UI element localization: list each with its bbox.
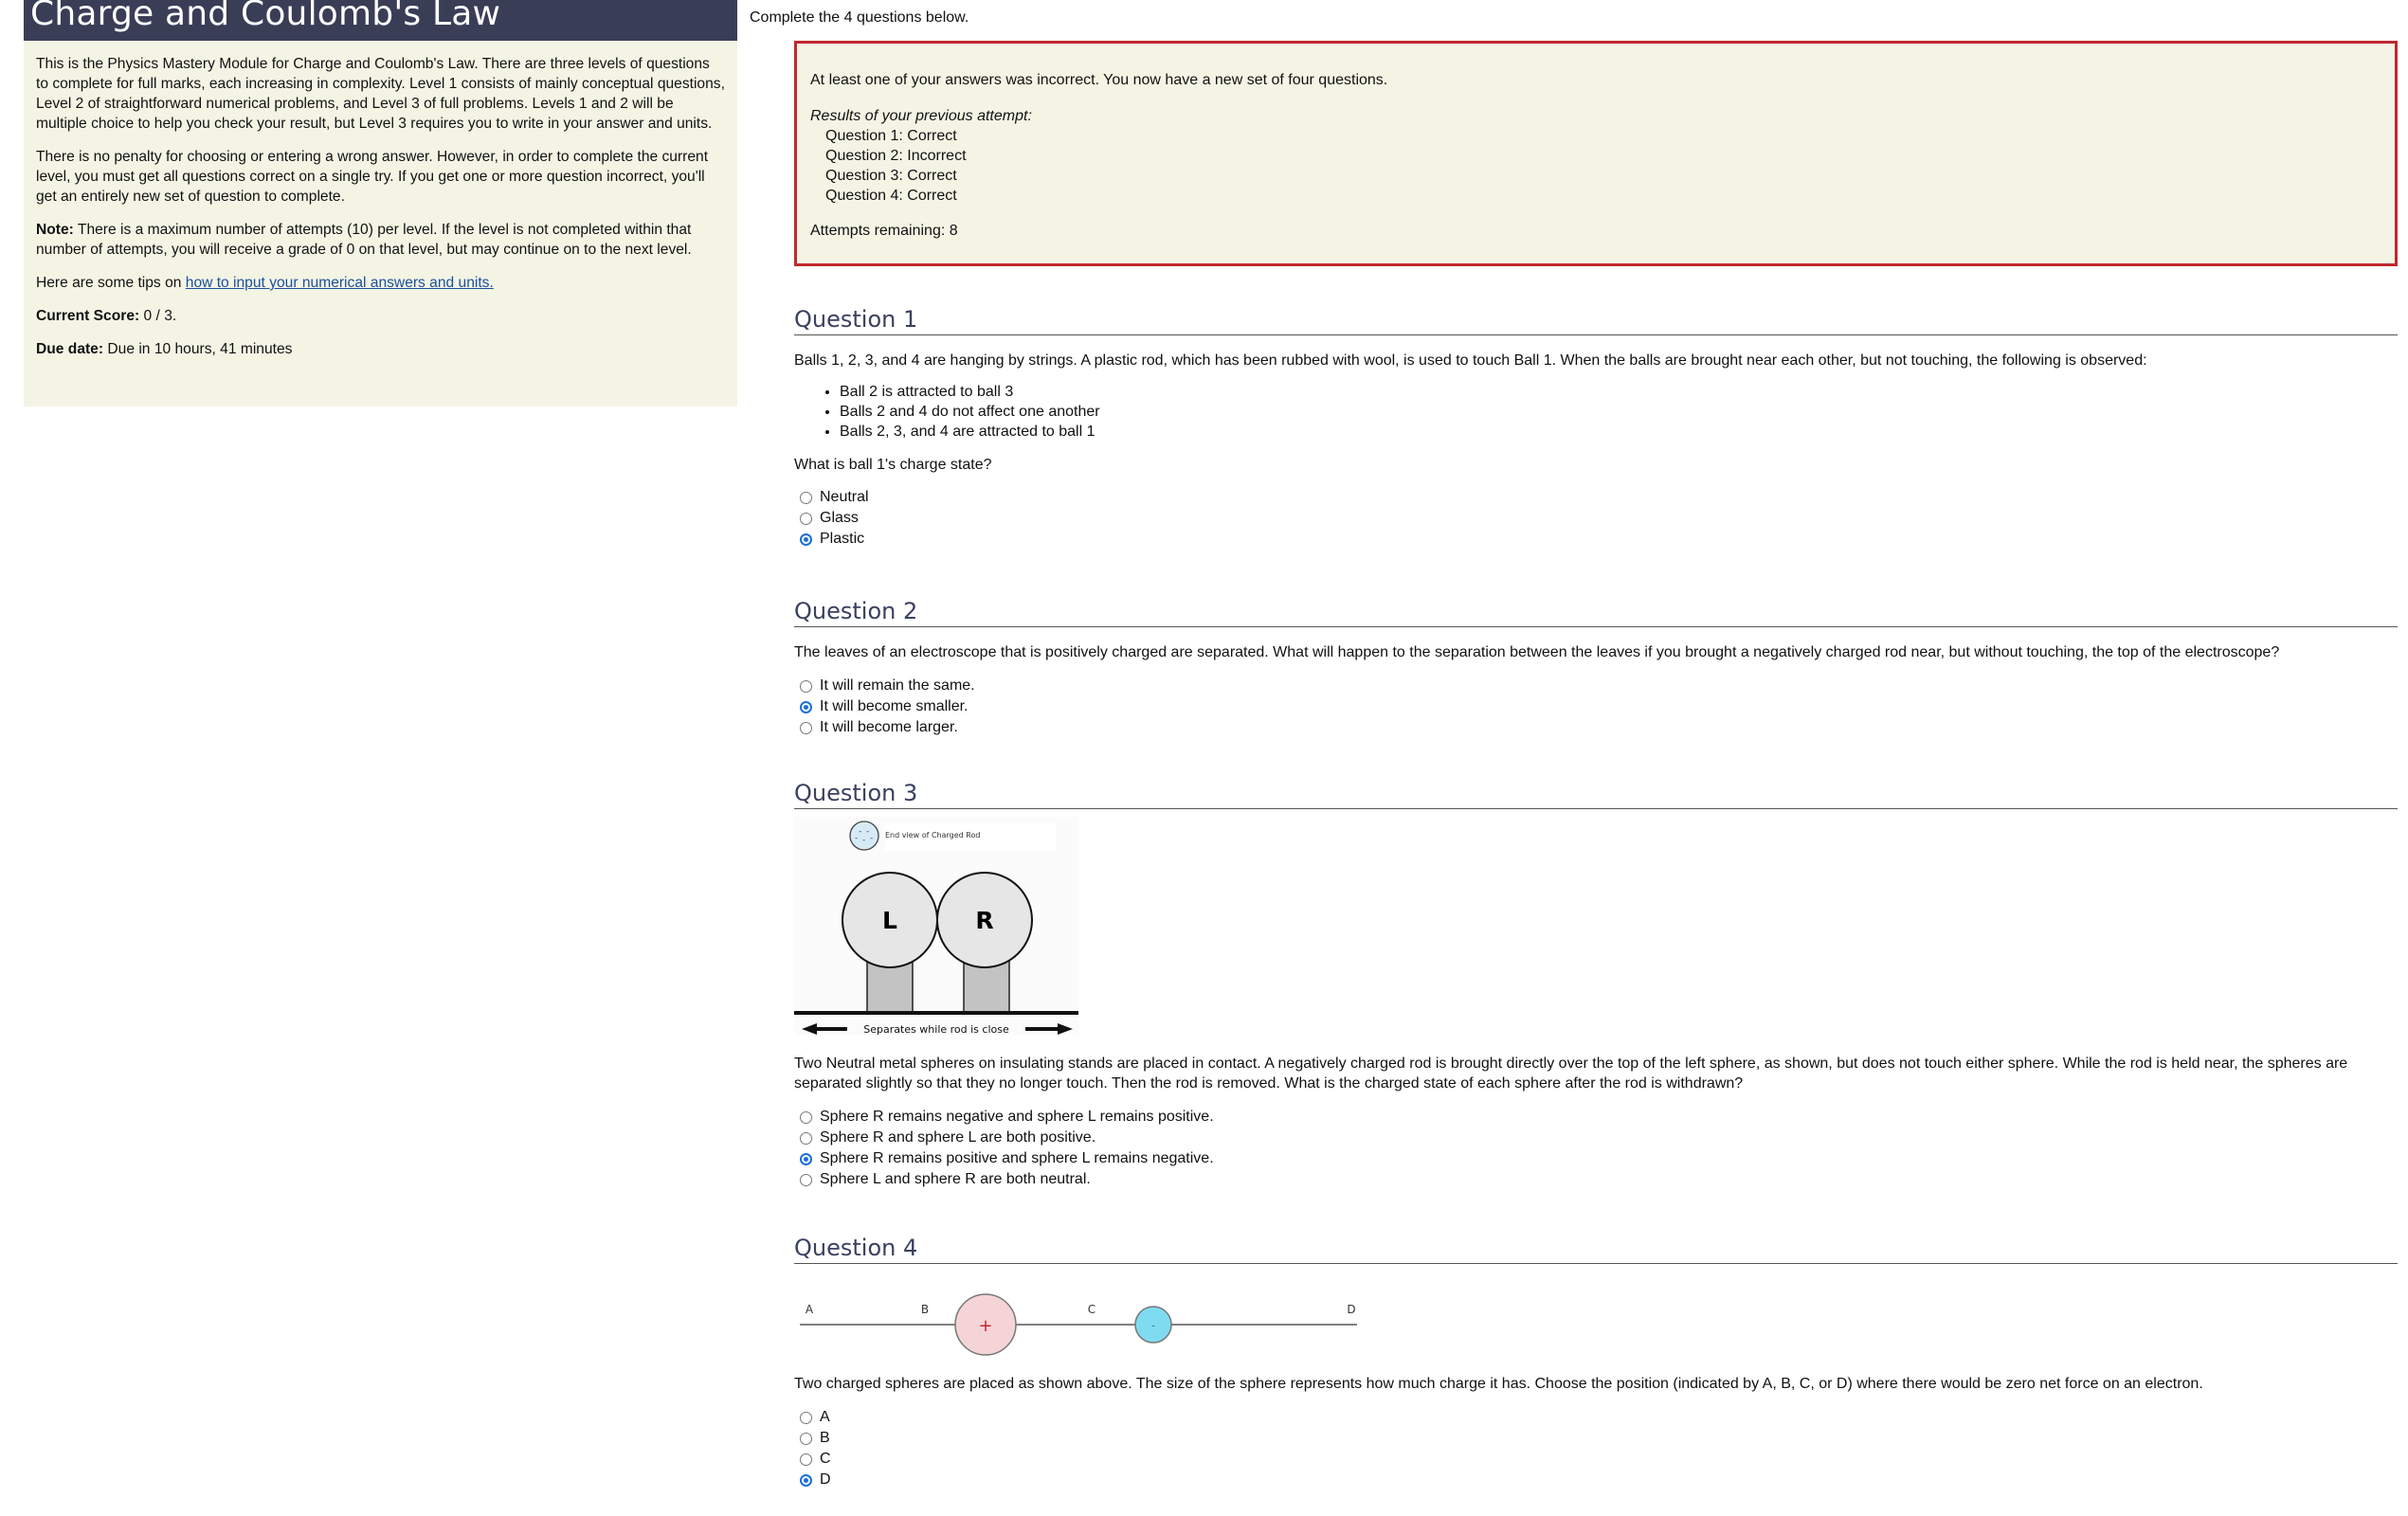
radio-button[interactable]	[800, 1474, 812, 1487]
option-plastic[interactable]	[800, 529, 2398, 550]
result-line: Question 1: Correct	[825, 128, 957, 144]
charged-rod-spheres-figure	[794, 817, 1078, 1035]
option-label: Neutral	[820, 489, 869, 505]
radio-button[interactable]	[800, 722, 812, 734]
due-value: Due in 10 hours, 41 minutes	[107, 341, 293, 357]
option-label: Glass	[820, 510, 859, 526]
rod-label: End view of Charged Rod	[885, 831, 981, 839]
instructions-text: Complete the 4 questions below.	[750, 9, 969, 26]
list-item: • Balls 2, 3, and 4 are attracted to ball 1	[840, 422, 2398, 442]
sphere-r-label: R	[975, 907, 994, 934]
option-label: It will become smaller.	[820, 698, 969, 714]
info-panel	[24, 0, 737, 406]
list-item: • Balls 2 and 4 do not affect one another	[840, 402, 2398, 422]
option-label: Plastic	[820, 531, 865, 547]
option-label: Sphere R and sphere L are both positive.	[820, 1129, 1096, 1146]
alert-message: At least one of your answers was incorrect. You now have a new set of four questions.	[810, 72, 1388, 88]
option-label: It will become larger.	[820, 719, 958, 735]
tips-paragraph	[36, 273, 725, 293]
score-label: Current Score:	[36, 308, 140, 324]
question-4	[794, 1234, 2398, 1490]
position-b-label: B	[920, 1303, 930, 1316]
option-both-neutral[interactable]	[800, 1169, 2398, 1190]
radio-button[interactable]	[800, 680, 812, 693]
option-neutral[interactable]	[800, 487, 2398, 508]
results-title: Results of your previous attempt:	[810, 108, 1032, 124]
tips-prefix: Here are some tips on	[36, 275, 182, 291]
question-2	[794, 597, 2398, 738]
result-line: Question 2: Incorrect	[825, 148, 967, 164]
figure-caption: Separates while rod is close	[863, 1023, 1009, 1035]
option-label: Sphere R remains positive and sphere L remains negative.	[820, 1150, 1214, 1166]
radio-button[interactable]	[800, 513, 812, 525]
question-2-title: Question 2	[794, 597, 2398, 627]
radio-button[interactable]	[800, 1433, 812, 1445]
observation-list	[794, 382, 2398, 442]
list-item: • Ball 2 is attracted to ball 3	[840, 382, 2398, 402]
question-1-prompt: What is ball 1's charge state?	[794, 457, 992, 473]
due-date	[36, 339, 725, 359]
option-d[interactable]	[800, 1470, 2398, 1490]
module-title-bar	[24, 0, 737, 41]
incorrect-attempt-alert	[794, 41, 2398, 266]
radio-button[interactable]	[800, 701, 812, 713]
question-3-options	[794, 1107, 2398, 1190]
rod-charge-mark: -	[870, 834, 874, 843]
question-1	[794, 305, 2398, 550]
option-r-positive-l-negative[interactable]	[800, 1148, 2398, 1169]
radio-button[interactable]	[800, 1174, 812, 1186]
due-label: Due date:	[36, 341, 104, 357]
result-line: Question 3: Correct	[825, 168, 957, 184]
option-label: It will remain the same.	[820, 677, 975, 694]
position-a-label: A	[805, 1303, 814, 1316]
radio-button[interactable]	[800, 1132, 812, 1145]
option-smaller[interactable]	[800, 696, 2398, 717]
option-label: Sphere L and sphere R are both neutral.	[820, 1171, 1091, 1187]
option-both-positive[interactable]	[800, 1128, 2398, 1148]
question-3-title: Question 3	[794, 779, 2398, 809]
radio-button[interactable]	[800, 1453, 812, 1466]
tips-link[interactable]: how to input your numerical answers and units.	[185, 275, 494, 291]
question-4-title: Question 4	[794, 1234, 2398, 1264]
radio-button[interactable]	[800, 1153, 812, 1165]
base-line	[794, 1011, 1078, 1015]
minus-sign: -	[1150, 1319, 1156, 1332]
option-label: A	[820, 1409, 830, 1425]
option-label: C	[820, 1451, 831, 1467]
question-2-options	[794, 676, 2398, 738]
rod-charge-mark: -	[866, 827, 870, 837]
note-text: There is a maximum number of attempts (10) per level. If the level is not completed within that number of attempts, you will receive a grade of 0 on that level, but may continue on to the next level.	[36, 222, 692, 258]
attempts-remaining: Attempts remaining: 8	[810, 223, 958, 239]
rod-charge-mark: -	[859, 827, 862, 837]
option-glass[interactable]	[800, 508, 2398, 529]
question-1-title: Question 1	[794, 305, 2398, 335]
two-charges-line-figure	[794, 1290, 1363, 1357]
option-label: Sphere R remains negative and sphere L remains positive.	[820, 1109, 1214, 1125]
question-2-text: The leaves of an electroscope that is positively charged are separated. What will happen to the separation between the leaves if you brought a negatively charged rod near, but without touching, the top of the electroscope?	[794, 644, 2280, 660]
radio-button[interactable]	[800, 533, 812, 546]
option-a[interactable]	[800, 1407, 2398, 1428]
info-panel-body	[24, 41, 737, 406]
result-line: Question 4: Correct	[825, 188, 957, 204]
option-b[interactable]	[800, 1428, 2398, 1449]
question-1-text: Balls 1, 2, 3, and 4 are hanging by strings. A plastic rod, which has been rubbed with wool, is used to touch Ball 1. When the balls are brought near each other, but not touching, the following is observed:	[794, 352, 2147, 369]
question-3	[794, 779, 2398, 1190]
radio-button[interactable]	[800, 1412, 812, 1424]
option-label: D	[820, 1471, 831, 1488]
plus-sign: +	[978, 1316, 993, 1336]
rod-charge-mark: -	[855, 834, 859, 843]
note-label: Note:	[36, 222, 74, 238]
radio-button[interactable]	[800, 492, 812, 504]
sphere-l-label: L	[882, 907, 897, 934]
option-larger[interactable]	[800, 717, 2398, 738]
note-paragraph	[36, 220, 725, 260]
score-value: 0 / 3.	[143, 308, 177, 324]
current-score	[36, 306, 725, 326]
question-4-text: Two charged spheres are placed as shown above. The size of the sphere represents how much charge it has. Choose the position (indicated by A, B, C, or D) where there would be zero net force on an electron.	[794, 1376, 2203, 1392]
option-label: B	[820, 1430, 830, 1446]
module-title: Charge and Coulomb's Law	[30, 0, 501, 33]
option-c[interactable]	[800, 1449, 2398, 1470]
option-r-negative-l-positive[interactable]	[800, 1107, 2398, 1128]
position-d-label: D	[1347, 1303, 1356, 1316]
intro-paragraph: This is the Physics Mastery Module for Charge and Coulomb's Law. There are three levels of questions to complete for full marks, each increasing in complexity. Level 1 consists of mainly conceptual questions, Level 2 of straightforward numerical problems, and Level 3 of full problems. Levels 1 and 2 will be multiple choice to help you check your result, but Level 3 requires you to write in your answer and units.	[36, 56, 725, 132]
option-same[interactable]	[800, 676, 2398, 696]
question-3-text: Two Neutral metal spheres on insulating stands are placed in contact. A negatively charged rod is brought directly over the top of the left sphere, as shown, but does not touch either sphere. While the rod is held near, the spheres are separated slightly so that they no longer touch. Then the rod is removed. What is the charged state of each sphere after the rod is withdrawn?	[794, 1056, 2348, 1092]
radio-button[interactable]	[800, 1111, 812, 1124]
penalty-paragraph: There is no penalty for choosing or entering a wrong answer. However, in order to complete the current level, you must get all questions correct on a single try. If you get one or more question incorrect, you'll get an entirely new set of question to complete.	[36, 149, 709, 205]
rod-charge-mark: -	[862, 836, 866, 845]
question-4-options	[794, 1407, 2398, 1490]
question-1-options	[794, 487, 2398, 550]
position-c-label: C	[1087, 1303, 1096, 1316]
